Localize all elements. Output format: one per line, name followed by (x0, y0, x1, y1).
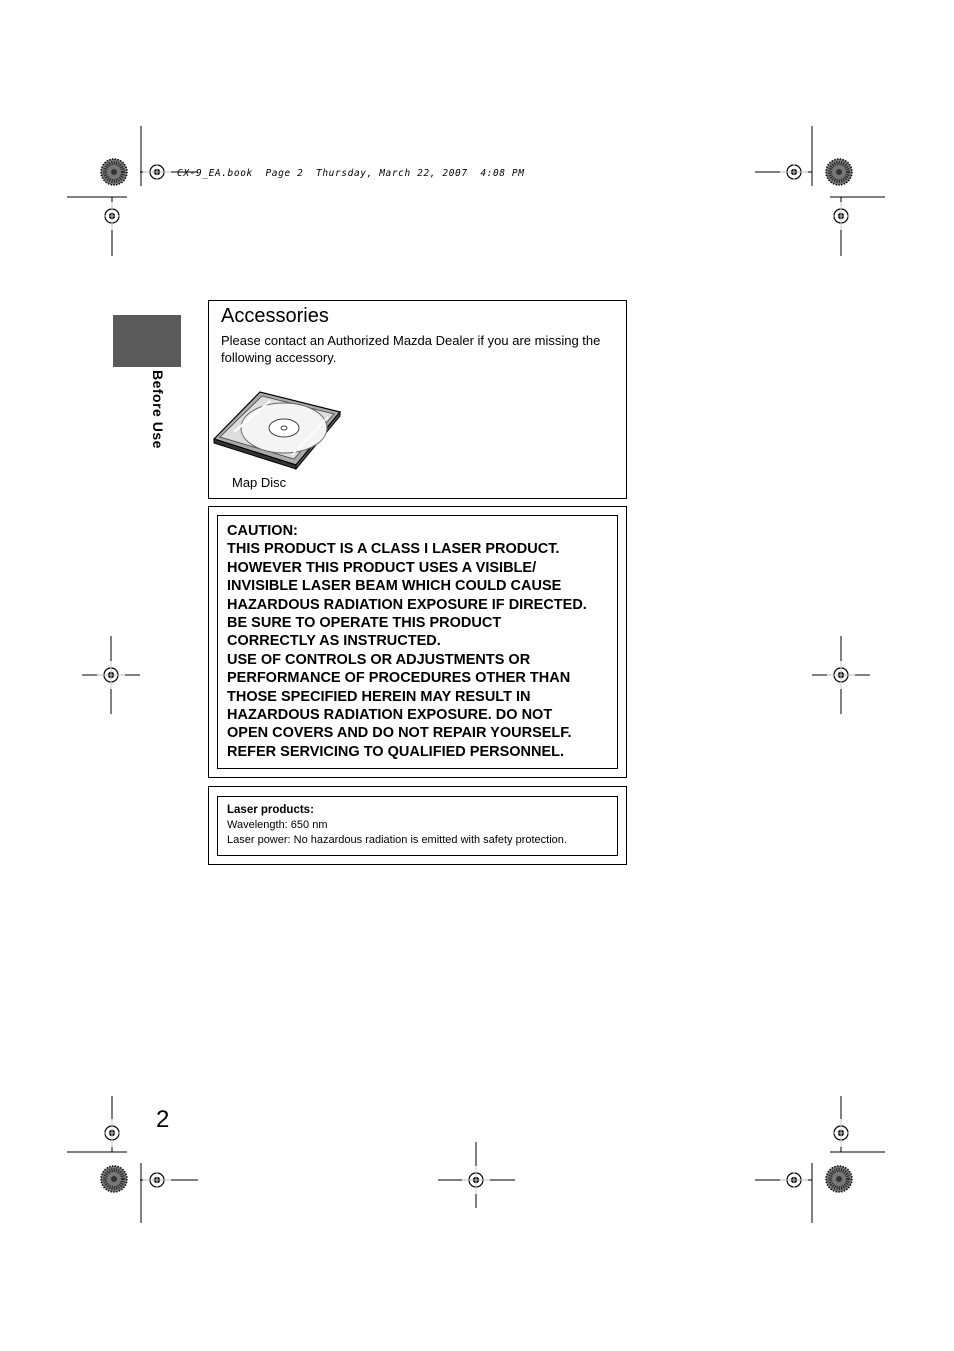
caution-inner-box (217, 515, 618, 769)
caution-line: THOSE SPECIFIED HEREIN MAY RESULT IN (227, 688, 531, 705)
caution-line: HAZARDOUS RADIATION EXPOSURE IF DIRECTED. (227, 596, 587, 613)
caution-line: CORRECTLY AS INSTRUCTED. (227, 633, 441, 650)
caution-line: REFER SERVICING TO QUALIFIED PERSONNEL. (227, 743, 565, 760)
accessories-panel (208, 300, 627, 499)
laser-power: Laser power: No hazardous radiation is emitted with safety protection. (227, 834, 567, 846)
caution-line: HAZARDOUS RADIATION EXPOSURE. DO NOT (227, 707, 553, 724)
laser-wavelength: Wavelength: 650 nm (227, 819, 328, 831)
accessories-title: Accessories (221, 305, 329, 327)
caution-text (227, 522, 587, 761)
caution-line: INVISIBLE LASER BEAM WHICH COULD CAUSE (227, 578, 562, 595)
section-tab-label: Before Use (150, 370, 166, 449)
print-header: CX-9_EA.book Page 2 Thursday, March 22, 2007 4:08 PM (177, 168, 525, 179)
caution-line: THIS PRODUCT IS A CLASS I LASER PRODUCT. (227, 541, 560, 558)
laser-products-text (227, 803, 567, 848)
section-tab (113, 315, 181, 367)
page-number: 2 (156, 1106, 170, 1133)
laser-products-panel (208, 786, 627, 865)
accessories-description: Please contact an Authorized Mazda Dealer if you are missing the following accessory. (221, 333, 601, 365)
laser-products-inner-box (217, 796, 618, 856)
caution-line: HOWEVER THIS PRODUCT USES A VISIBLE/ (227, 559, 537, 576)
caution-line: PERFORMANCE OF PROCEDURES OTHER THAN (227, 670, 571, 687)
caution-line: CAUTION: (227, 523, 298, 539)
caution-line: BE SURE TO OPERATE THIS PRODUCT (227, 615, 502, 632)
cd-case-icon (212, 387, 342, 473)
map-disc-label: Map Disc (232, 475, 287, 490)
caution-line: USE OF CONTROLS OR ADJUSTMENTS OR (227, 651, 531, 668)
laser-products-title: Laser products: (227, 804, 314, 816)
caution-panel (208, 506, 627, 778)
caution-line: OPEN COVERS AND DO NOT REPAIR YOURSELF. (227, 725, 572, 742)
